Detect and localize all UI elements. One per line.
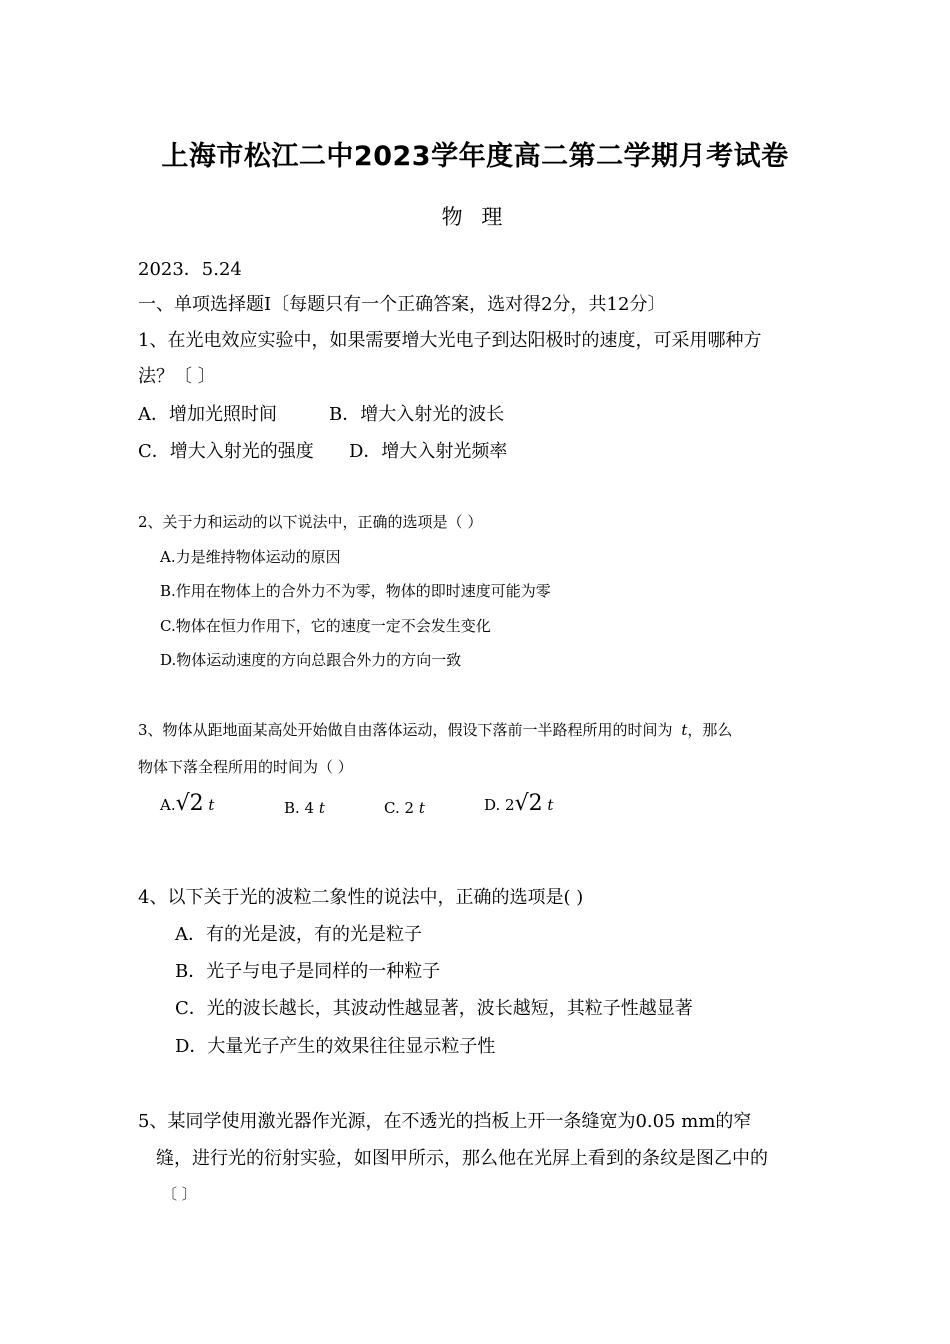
section-1-heading: 一、单项选择题Ⅰ〔每题只有一个正确答案，选对得2分，共12分〕 [138, 294, 666, 315]
q3-option-d-root: √2 [514, 791, 543, 816]
q3-option-d-label: D. 2 [484, 796, 515, 814]
q3-option-a-var: t [208, 796, 215, 814]
subject-heading: 物 理 [441, 205, 509, 229]
q1-option-d: D．增大入射光频率 [349, 441, 508, 462]
q3-option-c [384, 799, 425, 817]
q3-option-d-var: t [547, 796, 554, 814]
q1-option-c: C．增大入射光的强度 [138, 441, 314, 462]
q4-option-d: D．大量光子产生的效果往往显示粒子性 [175, 1036, 496, 1057]
q5-stem-line1: 5、某同学使用激光器作光源，在不透光的挡板上开一条缝宽为0.05 mm的窄 [138, 1111, 752, 1132]
q3-stem-text: 3、物体从距地面某高处开始做自由落体运动，假设下落前一半路程所用的时间为 [138, 721, 673, 739]
q1-option-a: A．增加光照时间 [138, 404, 277, 425]
q5-answer-blank: 〔 〕 [162, 1185, 197, 1203]
q3-option-c-label: C. 2 [384, 799, 415, 817]
q5-stem-line2: 缝，进行光的衍射实验，如图甲所示，那么他在光屏上看到的条纹是图乙中的 [156, 1148, 768, 1169]
page-title: 上海市松江二中2023学年度高二第二学期月考试卷 [161, 141, 789, 172]
q3-stem-line1 [138, 719, 732, 740]
q4-stem: 4、以下关于光的波粒二象性的说法中，正确的选项是( ) [138, 887, 584, 908]
q4-option-a: A．有的光是波，有的光是粒子 [175, 924, 422, 945]
q4-option-c: C．光的波长越长，其波动性越显著，波长越短，其粒子性越显著 [175, 998, 693, 1019]
q3-option-a-root: √2 [175, 791, 204, 816]
q3-option-b-var: t [318, 799, 325, 817]
q3-option-c-var: t [418, 799, 425, 817]
q2-option-a: A.力是维持物体运动的原因 [160, 548, 341, 566]
q3-time-var: t [681, 721, 688, 739]
q3-option-b [284, 799, 325, 817]
q2-option-b: B.作用在物体上的合外力不为零，物体的即时速度可能为零 [160, 582, 551, 600]
q3-option-a [160, 791, 214, 816]
q3-option-b-label: B. 4 [284, 799, 315, 817]
q1-stem-line2: 法？〔 〕 [138, 366, 216, 387]
q3-stem-line2: 物体下落全程所用的时间为（ ） [138, 758, 353, 776]
q3-option-d [484, 791, 553, 816]
q3-stem-end: ，那么 [687, 721, 733, 739]
q3-option-a-label: A. [160, 796, 176, 814]
q2-option-c: C.物体在恒力作用下，它的速度一定不会发生变化 [160, 617, 491, 635]
exam-date: 2023．5.24 [138, 259, 242, 280]
q4-option-b: B．光子与电子是同样的一种粒子 [175, 961, 441, 982]
q2-option-d: D.物体运动速度的方向总跟合外力的方向一致 [160, 651, 462, 669]
q1-option-b: B．增大入射光的波长 [329, 404, 505, 425]
q1-stem-line1: 1、在光电效应实验中，如果需要增大光电子到达阳极时的速度，可采用哪种方 [138, 330, 762, 351]
q2-stem: 2、关于力和运动的以下说法中，正确的选项是（ ） [138, 513, 483, 531]
